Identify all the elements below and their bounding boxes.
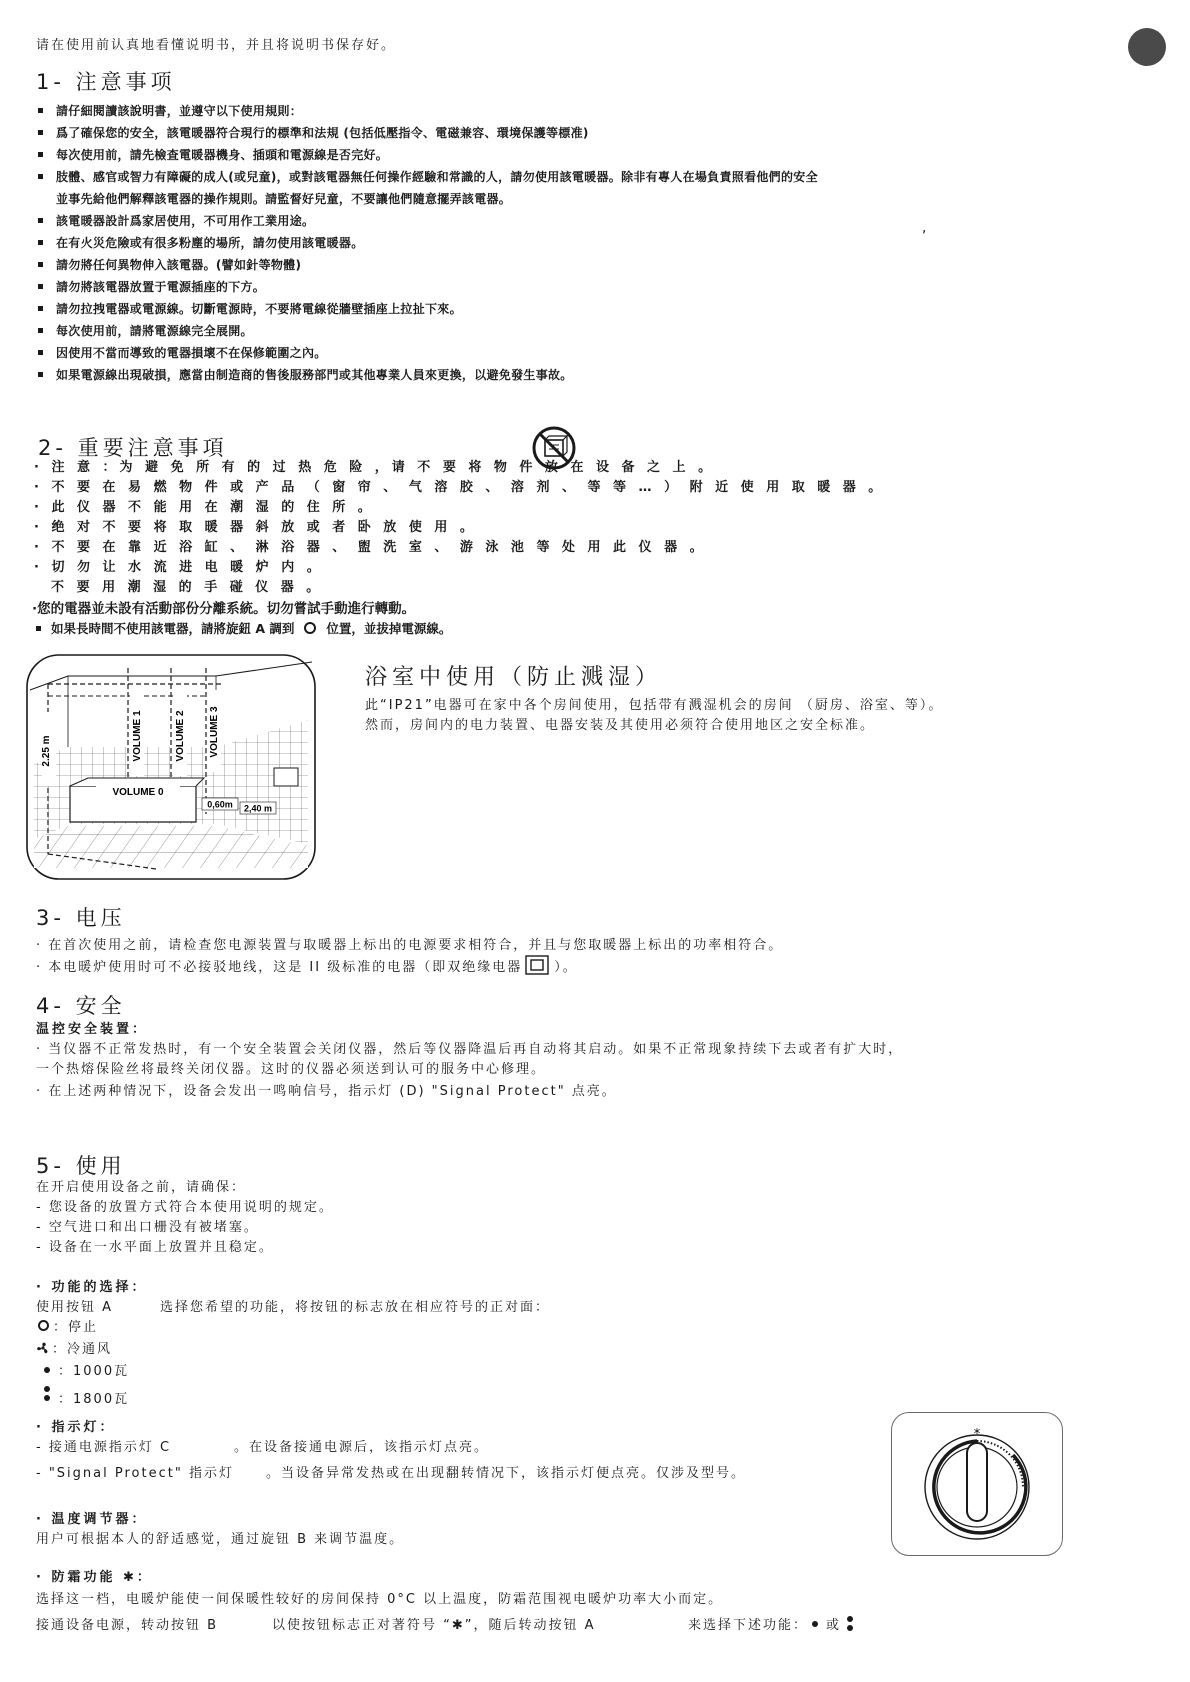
- off-symbol-icon: [304, 622, 316, 634]
- section-4-title: 4- 安全: [36, 994, 126, 1018]
- indicator-protect-label: - "Signal Protect" 指示灯: [36, 1466, 234, 1481]
- voltage-line-2-end: ）。: [554, 959, 578, 975]
- list-item: 爲了確保您的安全，該電暖器符合現行的標準和法規 (包括低壓指令、電磁兼容、環境保護等標准): [36, 122, 818, 144]
- warning-line: 不 要 用 潮 湿 的 手 碰 仪 器 。: [34, 580, 324, 595]
- safety-line-2: 一个热熔保险丝将最终关闭仪器。这时的仪器必须送到认可的服务中心修理。: [36, 1062, 547, 1077]
- intro-text: 请在使用前认真地看懂说明书，并且将说明书保存好。: [36, 38, 397, 53]
- list-item: 該電暖器設計爲家居使用，不可用作工業用途。: [36, 210, 818, 232]
- option-1800w-label: ：1800瓦: [58, 1392, 130, 1407]
- list-item: 每次使用前，請將電源線完全展開。: [36, 320, 818, 342]
- label-distance-1: 0,60m: [207, 799, 233, 810]
- use-check-1: - 您设备的放置方式符合本使用说明的规定。: [36, 1200, 334, 1215]
- label-distance-2: 2,40 m: [243, 803, 273, 814]
- bathroom-line-2: 然而，房间内的电力装置、电器安装及其使用必须符合使用地区之安全标准。: [365, 718, 876, 733]
- thermal-safety-subtitle: 温控安全装置：: [36, 1022, 149, 1037]
- double-insulation-icon: [524, 954, 552, 976]
- section-1-list: [36, 100, 818, 386]
- safety-line-1: · 当仪器不正常发热时，有一个安全装置会关闭仪器，然后等仪器降温后再自动将其启动。如果不正常现象持续下去或者有扩大时，: [36, 1042, 904, 1057]
- thermostat-title: · 温度调节器：: [36, 1512, 148, 1527]
- list-item-continuation: 並事先給他們解釋該電器的操作規則。請監督好兒童，不要讓他們隨意擺弄該電器。: [56, 192, 512, 206]
- single-dot-icon: [812, 1621, 818, 1627]
- knob-dial-icon: [892, 1413, 1062, 1555]
- frost-line-2c: [688, 1614, 853, 1633]
- list-item: 肢體、感官或智力有障礙的成人(或兒童)，或對該電器無任何操作經驗和常識的人，請勿使用該電暖器。除非有專人在場負責照看他們的安全: [36, 166, 818, 188]
- label-volume-0: VOLUME 0: [112, 787, 164, 798]
- warning-line-no-parts: ·您的電器並未設有活動部份分離系統。切勿嘗試手動進行轉動。: [32, 601, 416, 617]
- single-dot-icon: [44, 1367, 50, 1373]
- indicator-protect-desc: 。当设备异常发热或在出现翻转情况下，该指示灯便点亮。仅涉及型号。: [266, 1466, 747, 1481]
- bathroom-line-1: 此“IP21”电器可在家中各个房间使用，包括带有溅湿机会的房间 （厨房、浴室、等）。: [365, 698, 944, 713]
- use-check-3: - 设备在一水平面上放置并且稳定。: [36, 1240, 274, 1255]
- list-item: 因使用不當而導致的電器損壞不在保修範圍之內。: [36, 342, 818, 364]
- function-select-desc: 选择您希望的功能，将按钮的标志放在相应符号的正对面：: [160, 1300, 551, 1315]
- warning-line: · 绝 对 不 要 将 取 暖 器 斜 放 或 者 卧 放 使 用 。: [34, 520, 477, 535]
- option-1000w: [44, 1360, 129, 1379]
- section-5-title: 5- 使用: [36, 1154, 126, 1178]
- voltage-line-1: · 在首次使用之前，请检查您电源装置与取暖器上标出的电源要求相符合，并且与您取暖器上标出的功率相符合。: [36, 938, 784, 953]
- frost-title: · 防霜功能 ✱：: [36, 1570, 153, 1585]
- option-1000w-label: ：1000瓦: [58, 1364, 130, 1379]
- frost-or: 或: [826, 1618, 842, 1633]
- option-stop-label: ：停止: [53, 1320, 99, 1335]
- voltage-line-2: [36, 954, 578, 976]
- list-item: 在有火災危險或有很多粉塵的場所，請勿使用該電暖器。: [36, 232, 818, 254]
- knob-mark: *: [973, 1427, 981, 1442]
- section-2-list: [34, 458, 885, 598]
- off-circle-icon: [38, 1320, 49, 1331]
- use-intro: 在开启使用设备之前，请确保：: [36, 1180, 247, 1195]
- label-volume-1: VOLUME 1: [132, 710, 143, 762]
- unplug-text-end: 位置，並拔掉電源線。: [326, 621, 452, 636]
- corner-marker: [1128, 28, 1166, 66]
- bathroom-volumes-diagram: [26, 654, 316, 880]
- frost-line-1: 选择这一档，电暖炉能使一间保暖性较好的房间保持 0°C 以上温度，防霜范围视电暖炉功率大小而定。: [36, 1592, 724, 1607]
- warning-line: · 不 要 在 易 燃 物 件 或 产 品 （ 窗 帘 、 气 溶 胶 、 溶 剂 、 等 等 … ） 附 近 使 用 取 暖 器 。: [34, 480, 886, 495]
- option-1800w: [44, 1380, 129, 1407]
- option-fan: [36, 1338, 112, 1357]
- indicator-power-desc: 。在设备接通电源后，该指示灯点亮。: [234, 1440, 490, 1455]
- double-dot-icon: [847, 1616, 853, 1631]
- stray-mark: ,: [922, 220, 927, 236]
- list-item: 請勿將該電器放置于電源插座的下方。: [36, 276, 818, 298]
- option-fan-label: ：冷通风: [52, 1342, 113, 1357]
- label-volume-3: VOLUME 3: [209, 706, 220, 758]
- warning-line: · 此 仪 器 不 能 用 在 潮 湿 的 住 所 。: [34, 500, 375, 515]
- list-item: 每次使用前，請先檢查電暖器機身、插頭和電源線是否完好。: [36, 144, 818, 166]
- unplug-text: 如果長時間不使用該電器，請將旋鈕 A 調到: [51, 621, 295, 636]
- frost-line-2a: 接通设备电源，转动按钮 B: [36, 1618, 219, 1633]
- label-volume-2: VOLUME 2: [175, 710, 186, 762]
- thermostat-line: 用户可根据本人的舒适感觉，通过旋钮 B 来调节温度。: [36, 1532, 405, 1547]
- knob-illustration-frame: [891, 1412, 1063, 1556]
- warning-line-unplug: [36, 619, 451, 637]
- safety-line-3: · 在上述两种情况下，设备会发出一鸣响信号，指示灯 (D) "Signal Protect" 点亮。: [36, 1084, 617, 1099]
- frost-line-2c-text: 来选择下述功能：: [688, 1618, 809, 1633]
- double-dot-icon: [44, 1386, 50, 1401]
- list-item: 請仔細閱讀該說明書，並遵守以下使用規則：: [36, 100, 818, 122]
- bullet-square: [36, 626, 41, 631]
- list-item: 如果電源線出現破損，應當由制造商的售後服務部門或其他專業人員來更換，以避免發生事故。: [36, 364, 818, 386]
- indicator-title: · 指示灯：: [36, 1420, 116, 1435]
- section-1-title: 1- 注意事项: [36, 70, 176, 94]
- function-select-title: · 功能的选择：: [36, 1280, 148, 1295]
- option-stop: [38, 1316, 98, 1335]
- bathroom-title: 浴室中使用（防止溅湿）: [365, 665, 663, 690]
- label-height: 2.25 m: [41, 735, 52, 767]
- list-item: 請勿拉拽電器或電源線。切斷電源時，不要將電線從牆壁插座上拉扯下來。: [36, 298, 818, 320]
- list-item: 請勿將任何異物伸入該電器。(譬如針等物體): [36, 254, 818, 276]
- function-select-button: 使用按钮 A: [36, 1300, 114, 1315]
- warning-line: · 不 要 在 靠 近 浴 缸 、 淋 浴 器 、 盥 洗 室 、 游 泳 池 等 处 用 此 仪 器 。: [34, 540, 707, 555]
- section-3-title: 3- 电压: [36, 906, 126, 930]
- indicator-power-label: - 接通电源指示灯 C: [36, 1440, 172, 1455]
- use-check-2: - 空气进口和出口栅没有被堵塞。: [36, 1220, 259, 1235]
- section-2-title: 2- 重要注意事項: [38, 436, 228, 460]
- frost-line-2b: 以使按钮标志正对著符号 “✱”，随后转动按钮 A: [272, 1618, 596, 1633]
- fan-icon: [36, 1341, 50, 1355]
- voltage-line-2-text: · 本电暖炉使用时可不必接驳地线，这是 II 级标准的电器（即双绝缘电器: [36, 959, 523, 975]
- warning-line: · 切 勿 让 水 流 进 电 暖 炉 内 。: [34, 560, 324, 575]
- warning-line: · 注 意 ：为 避 免 所 有 的 过 热 危 险 ，请 不 要 将 物 件 放 在 设 备 之 上 。: [34, 460, 716, 475]
